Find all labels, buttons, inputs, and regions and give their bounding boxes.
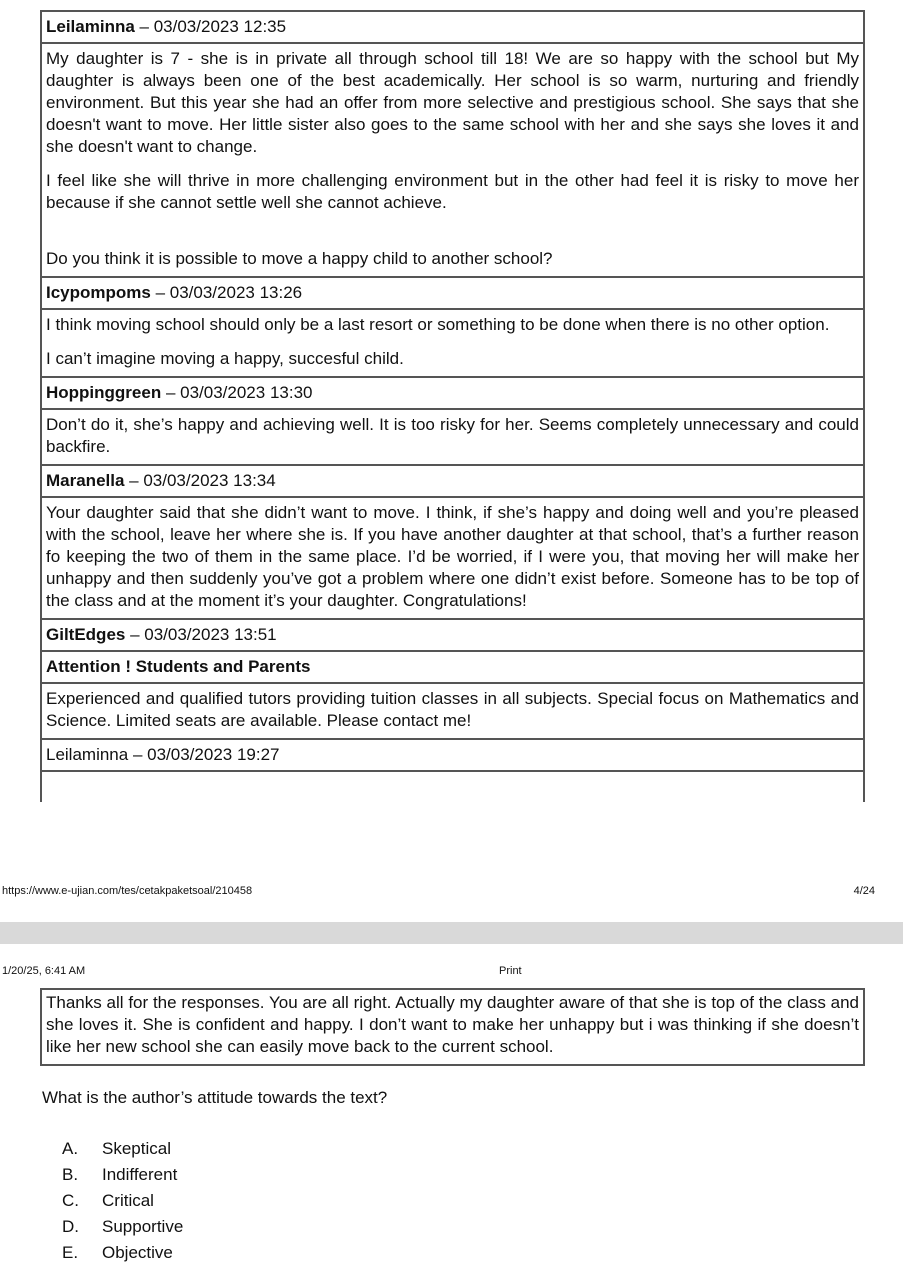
option-text: Indifferent (102, 1165, 178, 1184)
post-date: 03/03/2023 (144, 625, 230, 644)
post-author: GiltEdges (46, 625, 126, 644)
answer-option[interactable] (62, 1188, 183, 1214)
post-headline: Attention ! Students and Parents (46, 657, 311, 676)
post-headline-row (40, 652, 865, 684)
post-header: Maranella – 03/03/2023 13:34 (40, 466, 865, 498)
post-paragraph: I think moving school should only be a last resort or something to be done when there is no other option. (46, 315, 830, 334)
page-separator (0, 922, 903, 944)
post-body (40, 44, 865, 278)
footer-page-number: 4/24 (853, 885, 875, 897)
answer-options (62, 1136, 183, 1266)
option-letter: B. (62, 1165, 79, 1184)
post-time: 13:26 (259, 283, 303, 302)
post-date: 03/03/2023 (180, 383, 266, 402)
option-text: Skeptical (102, 1139, 171, 1158)
post-date: 03/03/2023 (143, 471, 229, 490)
post-paragraph: Experienced and qualified tutors providing tuition classes in all subjects. Special focus on Mathematics and Science. Limited seats are available. Please contact me! (46, 689, 859, 730)
post-header: Hoppinggreen – 03/03/2023 13:30 (40, 378, 865, 410)
post-paragraph: Don’t do it, she’s happy and achieving well. It is too risky for her. Seems completely unnecessary and could backfire. (46, 415, 859, 456)
answer-option[interactable] (62, 1136, 183, 1162)
post-time: 13:30 (269, 383, 313, 402)
post-body (40, 310, 865, 378)
post-header: Leilaminna – 03/03/2023 12:35 (40, 10, 865, 44)
post-author: Leilaminna (46, 17, 135, 36)
post-body (40, 410, 865, 466)
answer-option[interactable] (62, 1214, 183, 1240)
post-time: 12:35 (243, 17, 287, 36)
option-text: Critical (102, 1191, 154, 1210)
post-paragraph: Your daughter said that she didn’t want to move. I think, if she’s happy and doing well and you’re pleased with the school, leave her where she is. If you have another daughter at that school, that’s a further reason fo keeping the two of them in the same place. I’d be worried, if I were you, that moving her will make her unhappy and then suddenly you’ve got a problem where one didn’t exist before. Someone has to be top of the class and at the moment it’s your daughter. Congratulations! (46, 503, 859, 610)
post-paragraph: Do you think it is possible to move a happy child to another school? (46, 249, 553, 268)
forum-thread-table (40, 10, 865, 802)
option-letter: D. (62, 1217, 79, 1236)
post-time: 13:34 (233, 471, 276, 490)
post-date: 03/03/2023 (169, 283, 255, 302)
post-time: 19:27 (236, 745, 280, 764)
post-header: GiltEdges – 03/03/2023 13:51 (40, 620, 865, 652)
question-text: What is the author’s attitude towards the text? (42, 1088, 388, 1107)
post-time: 13:51 (234, 625, 277, 644)
footer-url: https://www.e-ujian.com/tes/cetakpaketsoal/210458 (2, 885, 253, 897)
post-body (40, 498, 865, 620)
print-header (2, 965, 902, 977)
post-paragraph: My daughter is 7 - she is in private all through school till 18! We are so happy with the school but My daughter is always been one of the best academically. Her school is so warm, nurturing and friendly environment. But this year she had an offer from more selective and prestigious school. She says that she doesn't want to move. Her little sister also goes to the same school with her and she says she loves it and she doesn't want to change. (46, 49, 859, 156)
option-text: Supportive (102, 1217, 184, 1236)
post-paragraph: I feel like she will thrive in more challenging environment but in the other had feel it is risky to move her because if she cannot settle well she cannot achieve. (46, 171, 859, 212)
post-date: 03/03/2023 (153, 17, 239, 36)
post-author: Hoppinggreen (46, 383, 162, 402)
option-text: Objective (102, 1243, 173, 1262)
option-letter: E. (62, 1243, 79, 1262)
answer-option[interactable] (62, 1162, 183, 1188)
print-footer (2, 885, 875, 897)
print-datetime: 1/20/25, 6:41 AM (2, 965, 86, 977)
answer-option[interactable] (62, 1240, 183, 1266)
option-letter: C. (62, 1191, 79, 1210)
post-header: Icypompoms – 03/03/2023 13:26 (40, 278, 865, 310)
post-author: Icypompoms (46, 283, 151, 302)
print-label: Print (499, 965, 522, 977)
post-body (40, 684, 865, 740)
option-letter: A. (62, 1139, 79, 1158)
post-body-continued-text: Thanks all for the responses. You are all right. Actually my daughter aware of that she is top of the class and she loves it. She is confident and happy. I don’t want to make her unhappy but i was thinking if she doesn’t like her new school she can easily move back to the current school. (40, 988, 865, 1066)
post-body-continued (40, 772, 865, 802)
post-author: Leilaminna (46, 745, 129, 764)
post-author: Maranella (46, 471, 125, 490)
post-paragraph: I can’t imagine moving a happy, succesful child. (46, 349, 404, 368)
post-header: Leilaminna – 03/03/2023 19:27 (40, 740, 865, 772)
post-date: 03/03/2023 (147, 745, 233, 764)
